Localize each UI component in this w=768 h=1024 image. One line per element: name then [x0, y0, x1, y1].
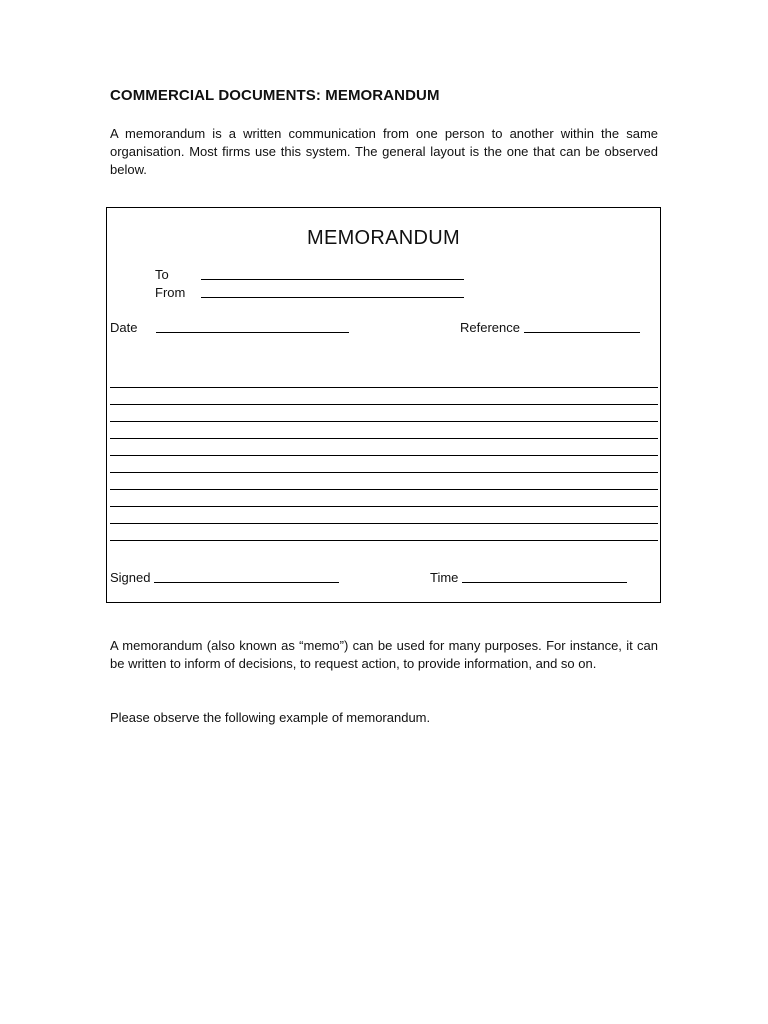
from-field-row	[155, 285, 464, 301]
memo-body-line	[110, 371, 658, 388]
memo-form-box	[106, 207, 661, 603]
from-blank-line	[201, 297, 464, 298]
date-field-row	[110, 320, 349, 336]
from-label: From	[155, 285, 186, 300]
to-label: To	[155, 267, 169, 282]
reference-label: Reference	[460, 320, 520, 335]
memo-body-line	[110, 456, 658, 473]
observe-paragraph: Please observe the following example of memorandum.	[110, 710, 431, 725]
signed-blank-line	[154, 582, 339, 583]
memo-body-line	[110, 473, 658, 490]
to-field-row	[155, 267, 464, 283]
memo-body-line	[110, 388, 658, 405]
intro-paragraph: A memorandum is a written communication from one person to another within the same organisation. Most firms use this system. The general layout is the one that can be observed below.	[110, 126, 658, 177]
memo-body-line	[110, 507, 658, 524]
time-label: Time	[430, 570, 459, 585]
reference-blank-line	[524, 332, 640, 333]
memo-body-line	[110, 490, 658, 507]
date-blank-line	[156, 332, 349, 333]
document-heading: COMMERCIAL DOCUMENTS: MEMORANDUM	[110, 87, 440, 104]
memo-body-lines	[110, 371, 658, 541]
memo-body-line	[110, 439, 658, 456]
time-field-row	[430, 570, 627, 586]
uses-paragraph: A memorandum (also known as “memo”) can be used for many purposes. For instance, it can be written to inform of decisions, to request action, to provide information, and so on.	[110, 638, 658, 671]
memo-body-line	[110, 405, 658, 422]
memo-body-line	[110, 524, 658, 541]
memo-body-line	[110, 422, 658, 439]
reference-field-row	[460, 320, 640, 336]
signed-field-row	[110, 570, 339, 586]
signed-label: Signed	[110, 570, 151, 585]
memo-title: MEMORANDUM	[307, 227, 460, 249]
to-blank-line	[201, 279, 464, 280]
time-blank-line	[462, 582, 627, 583]
date-label: Date	[110, 320, 138, 335]
